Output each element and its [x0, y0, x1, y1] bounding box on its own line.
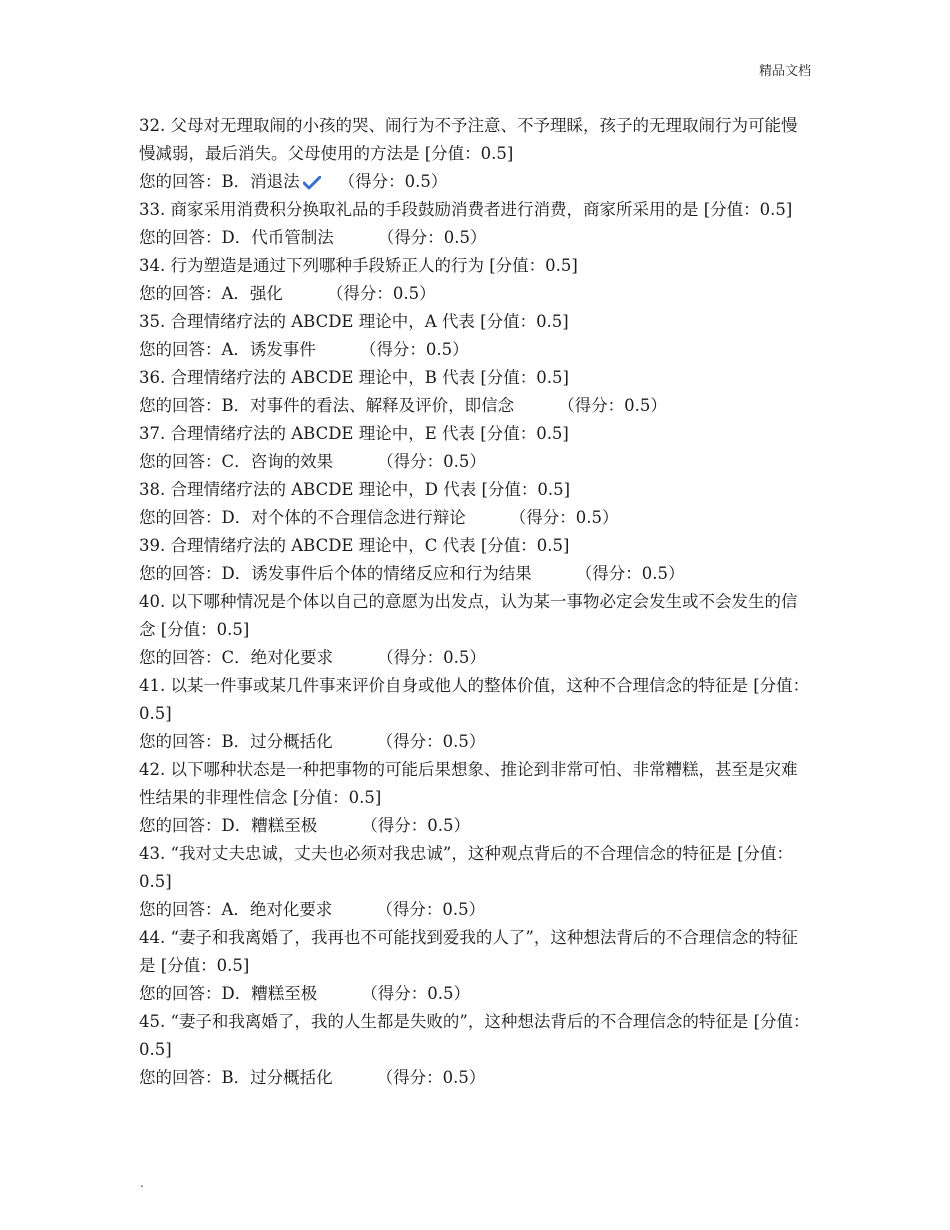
- answer-text: 您的回答：B．消退法: [139, 172, 300, 191]
- score-text: （得分：0.5）: [376, 900, 486, 919]
- question-block: [139, 112, 811, 196]
- answer-text: 您的回答：D．诱发事件后个体的情绪反应和行为结果: [139, 564, 532, 583]
- answer-line: [139, 168, 811, 196]
- score-text: （得分：0.5）: [377, 452, 486, 471]
- question-block: [139, 1008, 811, 1092]
- question-block: [139, 532, 811, 588]
- answer-text: 您的回答：B．过分概括化: [139, 732, 333, 751]
- answer-line: [139, 336, 811, 364]
- score-text: （得分：0.5）: [509, 508, 619, 527]
- answer-text: 您的回答：B．对事件的看法、解释及评价，即信念: [139, 396, 515, 415]
- question-block: [139, 308, 811, 364]
- answer-text: 您的回答：C．绝对化要求: [139, 648, 334, 667]
- answer-line: [139, 812, 811, 840]
- answer-line: [139, 1064, 811, 1092]
- question-block: [139, 420, 811, 476]
- answer-line: [139, 728, 811, 756]
- question-text: 32. 父母对无理取闹的小孩的哭、闹行为不予注意、不予理睬，孩子的无理取闹行为可能慢慢减弱，最后消失。父母使用的方法是 [分值：0.5]: [139, 116, 798, 163]
- checkmark-icon: [303, 176, 321, 190]
- question-block: [139, 364, 811, 420]
- answer-line: [139, 644, 811, 672]
- answer-text: 您的回答：D．代币管制法: [139, 228, 334, 247]
- question-block: [139, 196, 811, 252]
- score-text: （得分：0.5）: [361, 816, 470, 835]
- score-text: （得分：0.5）: [558, 396, 667, 415]
- score-text: （得分：0.5）: [377, 228, 487, 247]
- question-text: 42. 以下哪种状态是一种把事物的可能后果想象、推论到非常可怕、非常糟糕，甚至是灾难性结果的非理性信念 [分值：0.5]: [139, 760, 798, 807]
- question-text: 35. 合理情绪疗法的 ABCDE 理论中，A 代表 [分值：0.5]: [139, 312, 569, 331]
- question-block: [139, 588, 811, 672]
- score-text: （得分：0.5）: [376, 732, 486, 751]
- question-block: [139, 672, 811, 756]
- question-list: [139, 112, 811, 1092]
- question-text: 45. “妻子和我离婚了，我的人生都是失败的”，这种想法背后的不合理信念的特征是 [分值：0.5]: [139, 1012, 810, 1059]
- answer-line: [139, 896, 811, 924]
- answer-line: [139, 980, 811, 1008]
- question-text: 38. 合理情绪疗法的 ABCDE 理论中，D 代表 [分值：0.5]: [139, 480, 571, 499]
- question-text: 33. 商家采用消费积分换取礼品的手段鼓励消费者进行消费，商家所采用的是 [分值：0.5]: [139, 200, 793, 219]
- question-text: 44. “妻子和我离婚了，我再也不可能找到爱我的人了”，这种想法背后的不合理信念的特征是 [分值：0.5]: [139, 928, 798, 975]
- question-block: [139, 476, 811, 532]
- score-text: （得分：0.5）: [359, 340, 469, 359]
- question-block: [139, 840, 811, 924]
- question-block: [139, 924, 811, 1008]
- answer-text: 您的回答：D．糟糕至极: [139, 816, 318, 835]
- footer-mark: .: [140, 1176, 144, 1190]
- question-text: 37. 合理情绪疗法的 ABCDE 理论中，E 代表 [分值：0.5]: [139, 424, 569, 443]
- answer-text: 您的回答：D．对个体的不合理信念进行辩论: [139, 508, 466, 527]
- score-text: （得分：0.5）: [575, 564, 685, 583]
- answer-line: [139, 448, 811, 476]
- score-text: （得分：0.5）: [376, 1068, 486, 1087]
- score-text: （得分：0.5）: [377, 648, 486, 667]
- answer-line: [139, 224, 811, 252]
- question-text: 34. 行为塑造是通过下列哪种手段矫正人的行为 [分值：0.5]: [139, 256, 578, 275]
- answer-line: [139, 392, 811, 420]
- question-text: 41. 以某一件事或某几件事来评价自身或他人的整体价值，这种不合理信念的特征是 [分值：0.5]: [139, 676, 810, 723]
- answer-line: [139, 280, 811, 308]
- answer-text: 您的回答：A．绝对化要求: [139, 900, 333, 919]
- answer-line: [139, 504, 811, 532]
- answer-text: 您的回答：C．咨询的效果: [139, 452, 334, 471]
- question-block: [139, 252, 811, 308]
- score-text: （得分：0.5）: [338, 172, 448, 191]
- answer-text: 您的回答：A．强化: [139, 284, 283, 303]
- answer-line: [139, 560, 811, 588]
- question-text: 43. “我对丈夫忠诚，丈夫也必须对我忠诚”，这种观点背后的不合理信念的特征是 [分值：0.5]: [139, 844, 794, 891]
- answer-text: 您的回答：A．诱发事件: [139, 340, 316, 359]
- question-text: 36. 合理情绪疗法的 ABCDE 理论中，B 代表 [分值：0.5]: [139, 368, 569, 387]
- question-block: [139, 756, 811, 840]
- question-text: 39. 合理情绪疗法的 ABCDE 理论中，C 代表 [分值：0.5]: [139, 536, 570, 555]
- answer-text: 您的回答：B．过分概括化: [139, 1068, 333, 1087]
- question-text: 40. 以下哪种情况是个体以自己的意愿为出发点，认为某一事物必定会发生或不会发生的信念 [分值：0.5]: [139, 592, 798, 639]
- page-header-label: 精品文档: [758, 64, 811, 79]
- score-text: （得分：0.5）: [361, 984, 470, 1003]
- answer-text: 您的回答：D．糟糕至极: [139, 984, 318, 1003]
- score-text: （得分：0.5）: [326, 284, 436, 303]
